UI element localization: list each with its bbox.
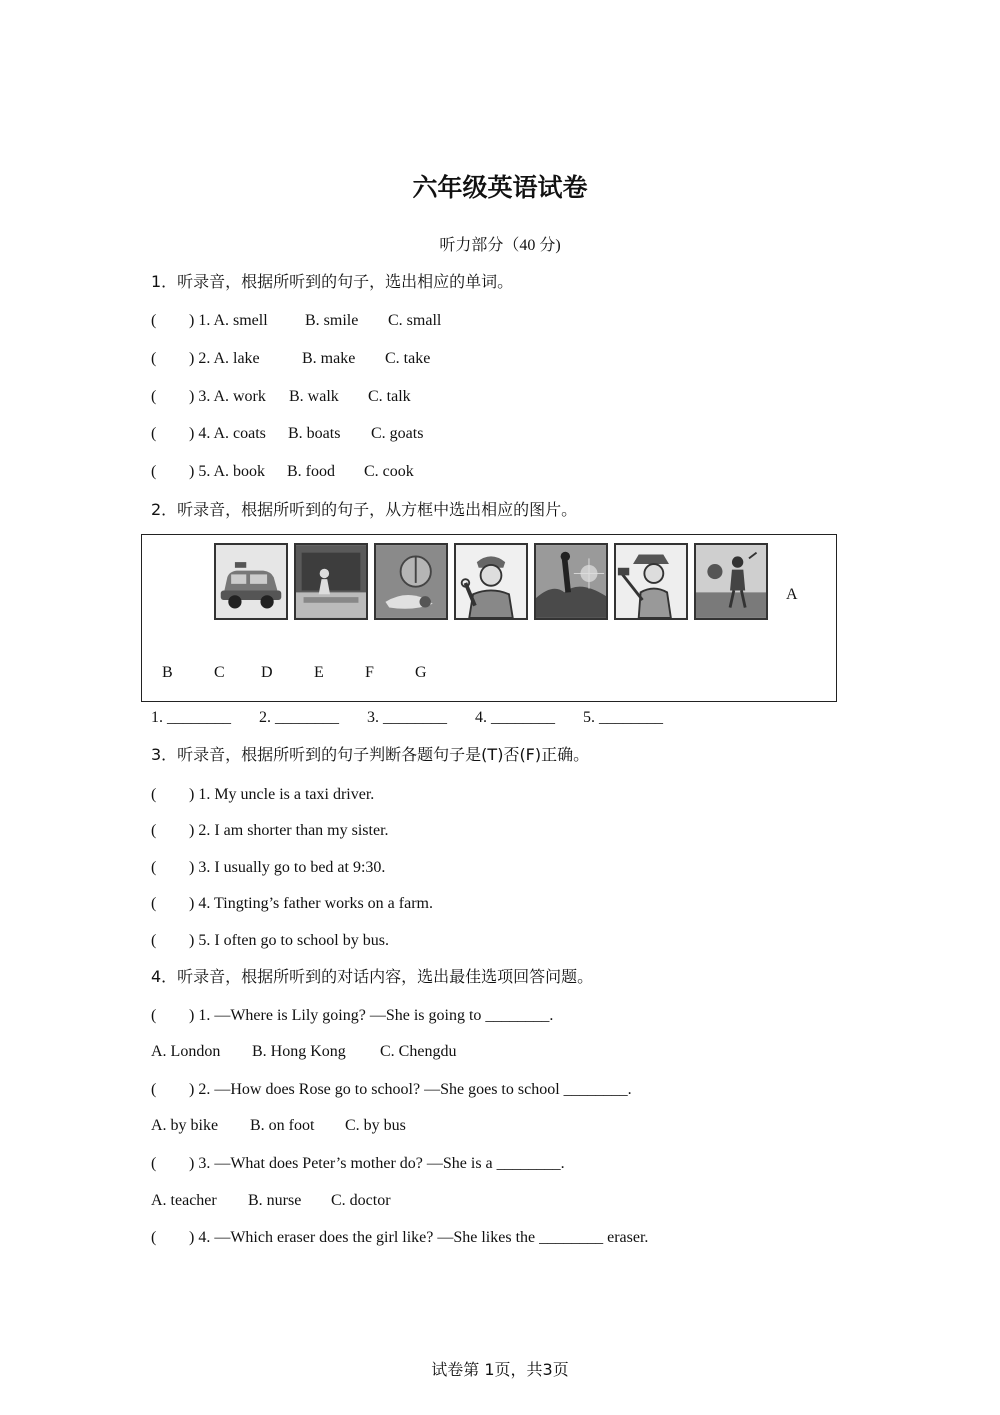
section3-item-1 xyxy=(151,785,374,805)
section4-question-1 xyxy=(151,1006,553,1026)
taxi-picture xyxy=(214,543,288,620)
section3-item-2 xyxy=(151,821,389,841)
answer-paren: ( xyxy=(151,1081,157,1098)
picture-label-d: D xyxy=(261,664,273,681)
option-c: C. doctor xyxy=(331,1192,391,1209)
farmer-picture xyxy=(614,543,688,620)
section3-item-4 xyxy=(151,894,433,914)
answer-paren: ( xyxy=(151,1007,157,1024)
option-c: C. talk xyxy=(368,388,411,405)
section4-options-1 xyxy=(151,1042,456,1062)
section3-item-3 xyxy=(151,858,385,878)
classroom-picture xyxy=(294,543,368,620)
option-a: A. by bike xyxy=(151,1117,219,1134)
answer-paren: ( xyxy=(151,822,157,839)
option-a: ) 5. A. book xyxy=(189,463,265,480)
answer-paren: ( xyxy=(151,932,157,949)
people-walking-picture xyxy=(694,543,768,620)
answer-paren: ( xyxy=(151,859,157,876)
option-c: C. by bus xyxy=(345,1117,406,1134)
question-text: ) 1. —Where is Lily going? —She is going to ________. xyxy=(189,1007,554,1024)
answer-blank-2[interactable]: 2. ________ xyxy=(259,709,339,726)
option-b: B. make xyxy=(302,350,356,367)
section-subtitle: 听力部分（40 分) xyxy=(439,237,561,254)
option-b: B. Hong Kong xyxy=(252,1043,346,1060)
section1-item-5 xyxy=(151,462,414,482)
statement-text: ) 4. Tingting’s father works on a farm. xyxy=(189,895,433,912)
section4-question-2 xyxy=(151,1080,632,1100)
option-b: B. nurse xyxy=(248,1192,302,1209)
option-a: ) 3. A. work xyxy=(189,388,266,405)
picture-label-b: B xyxy=(162,664,173,681)
option-c: C. take xyxy=(385,350,431,367)
page-footer: 试卷第 1页，共3页 xyxy=(431,1360,569,1379)
section2-answers xyxy=(151,708,663,728)
cooking-picture xyxy=(374,543,448,620)
section4-question-4 xyxy=(151,1228,648,1248)
section4-heading: 4．听录音，根据所听到的对话内容，选出最佳选项回答问题。 xyxy=(151,967,594,986)
picture-label-e: E xyxy=(314,664,324,681)
option-a: ) 4. A. coats xyxy=(189,425,266,442)
answer-blank-1[interactable]: 1. ________ xyxy=(151,709,231,726)
answer-paren: ( xyxy=(151,786,157,803)
answer-blank-4[interactable]: 4. ________ xyxy=(475,709,555,726)
option-b: B. food xyxy=(287,463,335,480)
option-a: A. London xyxy=(151,1043,221,1060)
answer-paren: ( xyxy=(151,350,157,367)
mechanic-picture xyxy=(454,543,528,620)
option-c: C. cook xyxy=(364,463,414,480)
answer-blank-5[interactable]: 5. ________ xyxy=(583,709,663,726)
section4-options-3 xyxy=(151,1191,391,1211)
question-text: ) 4. —Which eraser does the girl like? —She likes the ________ eraser. xyxy=(189,1229,649,1246)
page-title: 六年级英语试卷 xyxy=(412,173,588,202)
section1-item-1 xyxy=(151,311,441,331)
picture-label-g: G xyxy=(415,664,427,681)
picture-label-a: A xyxy=(786,586,798,603)
section1-item-3 xyxy=(151,387,411,407)
option-c: C. goats xyxy=(371,425,424,442)
picture-box xyxy=(141,534,837,702)
option-c: C. small xyxy=(388,312,442,329)
section3-heading: 3．听录音，根据所听到的句子判断各题句子是(T)否(F)正确。 xyxy=(151,745,590,764)
option-b: B. walk xyxy=(289,388,339,405)
statement-text: ) 3. I usually go to bed at 9:30. xyxy=(189,859,386,876)
section1-heading: 1．听录音，根据所听到的句子，选出相应的单词。 xyxy=(151,272,514,291)
question-text: ) 2. —How does Rose go to school? —She goes to school ________. xyxy=(189,1081,632,1098)
option-c: C. Chengdu xyxy=(380,1043,457,1060)
option-a: ) 2. A. lake xyxy=(189,350,260,367)
question-text: ) 3. —What does Peter’s mother do? —She is a ________. xyxy=(189,1155,565,1172)
option-b: B. boats xyxy=(288,425,341,442)
answer-paren: ( xyxy=(151,425,157,442)
answer-blank-3[interactable]: 3. ________ xyxy=(367,709,447,726)
statement-text: ) 5. I often go to school by bus. xyxy=(189,932,389,949)
answer-paren: ( xyxy=(151,1229,157,1246)
section3-item-5 xyxy=(151,931,389,951)
statement-text: ) 1. My uncle is a taxi driver. xyxy=(189,786,375,803)
option-a: ) 1. A. smell xyxy=(189,312,268,329)
option-a: A. teacher xyxy=(151,1192,217,1209)
answer-paren: ( xyxy=(151,463,157,480)
section4-options-2 xyxy=(151,1116,406,1136)
section4-question-3 xyxy=(151,1154,565,1174)
answer-paren: ( xyxy=(151,312,157,329)
picture-label-f: F xyxy=(365,664,374,681)
section2-heading: 2．听录音，根据所听到的句子，从方框中选出相应的图片。 xyxy=(151,500,578,519)
statement-text: ) 2. I am shorter than my sister. xyxy=(189,822,389,839)
answer-paren: ( xyxy=(151,895,157,912)
option-b: B. on foot xyxy=(250,1117,315,1134)
option-b: B. smile xyxy=(305,312,359,329)
picture-label-c: C xyxy=(214,664,225,681)
section1-item-4 xyxy=(151,424,423,444)
fireworks-picture xyxy=(534,543,608,620)
section1-item-2 xyxy=(151,349,430,369)
answer-paren: ( xyxy=(151,1155,157,1172)
answer-paren: ( xyxy=(151,388,157,405)
